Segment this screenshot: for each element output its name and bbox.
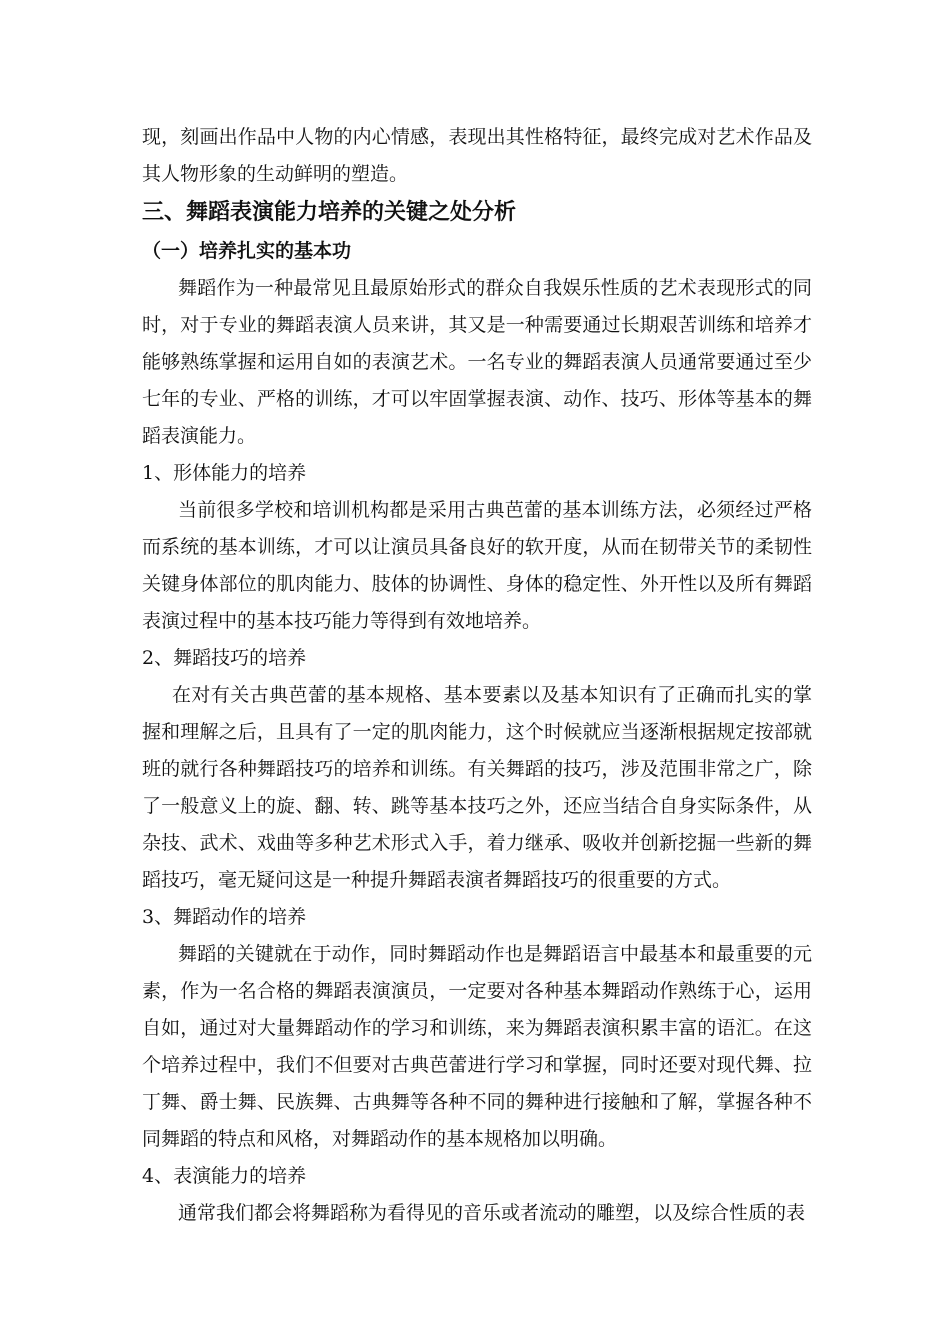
- item-paragraph-4: 通常我们都会将舞蹈称为看得见的音乐或者流动的雕塑，以及综合性质的表: [178, 1202, 806, 1224]
- item-heading-1: 1、形体能力的培养: [142, 462, 307, 484]
- item-heading-4: 4、表演能力的培养: [142, 1165, 307, 1187]
- document-body: [142, 119, 812, 1232]
- intro-paragraph: 现，刻画出作品中人物的内心情感，表现出其性格特征，最终完成对艺术作品及其人物形象的生动鲜明的塑造。: [142, 126, 812, 185]
- section-title: 三、舞蹈表演能力培养的关键之处分析: [142, 200, 517, 225]
- item-heading-3: 3、舞蹈动作的培养: [142, 906, 307, 928]
- item-paragraph-2: 在对有关古典芭蕾的基本规格、基本要素以及基本知识有了正确而扎实的掌握和理解之后，且具有了一定的肌肉能力，这个时候就应当逐渐根据规定按部就班的就行各种舞蹈技巧的培养和训练。有关舞蹈的技巧，涉及范围非常之广，除了一般意义上的旋、翻、转、跳等基本技巧之外，还应当结合自身实际条件，从杂技、武术、戏曲等多种艺术形式入手，着力继承、吸收并创新挖掘一些新的舞蹈技巧，毫无疑问这是一种提升舞蹈表演者舞蹈技巧的很重要的方式。: [142, 684, 812, 891]
- item-paragraph-3: 舞蹈的关键就在于动作，同时舞蹈动作也是舞蹈语言中最基本和最重要的元素，作为一名合格的舞蹈表演演员，一定要对各种基本舞蹈动作熟练于心，运用自如，通过对大量舞蹈动作的学习和训练，来为舞蹈表演积累丰富的语汇。在这个培养过程中，我们不但要对古典芭蕾进行学习和掌握，同时还要对现代舞、拉丁舞、爵士舞、民族舞、古典舞等各种不同的舞种进行接触和了解，掌握各种不同舞蹈的特点和风格，对舞蹈动作的基本规格加以明确。: [142, 943, 812, 1150]
- subsection-paragraph: 舞蹈作为一种最常见且最原始形式的群众自我娱乐性质的艺术表现形式的同时，对于专业的舞蹈表演人员来讲，其又是一种需要通过长期艰苦训练和培养才能够熟练掌握和运用自如的表演艺术。一名专业的舞蹈表演人员通常要通过至少七年的专业、严格的训练，才可以牢固掌握表演、动作、技巧、形体等基本的舞蹈表演能力。: [142, 277, 812, 447]
- item-paragraph-1: 当前很多学校和培训机构都是采用古典芭蕾的基本训练方法，必须经过严格而系统的基本训练，才可以让演员具备良好的软开度，从而在韧带关节的柔韧性关键身体部位的肌肉能力、肢体的协调性、身体的稳定性、外开性以及所有舞蹈表演过程中的基本技巧能力等得到有效地培养。: [142, 499, 812, 632]
- subsection-title: （一）培养扎实的基本功: [142, 240, 352, 262]
- item-heading-2: 2、舞蹈技巧的培养: [142, 647, 307, 669]
